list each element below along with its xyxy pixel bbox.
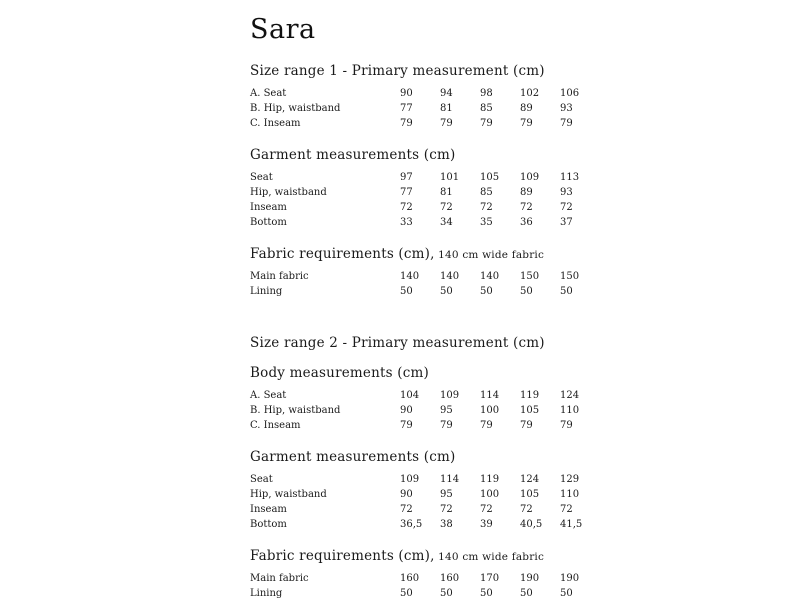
row-value: 38 <box>440 519 453 530</box>
row-value: 109 <box>440 390 460 401</box>
row-value: 50 <box>400 286 413 297</box>
row-value: 79 <box>480 420 493 431</box>
section-heading <box>250 365 760 381</box>
section-heading <box>250 63 760 79</box>
row-value: 140 <box>480 271 500 282</box>
table-row <box>250 116 600 131</box>
row-label: Inseam <box>250 202 287 213</box>
row-value: 119 <box>520 390 540 401</box>
section-heading-text: Size range 2 - Primary measurement (cm) <box>250 335 545 351</box>
row-label: Bottom <box>250 217 287 228</box>
section-heading-text: Body measurements (cm) <box>250 365 429 381</box>
row-label: B. Hip, waistband <box>250 103 341 114</box>
row-value: 106 <box>560 88 580 99</box>
row-value: 50 <box>520 588 533 599</box>
row-label: Main fabric <box>250 573 309 584</box>
row-label: Seat <box>250 474 273 485</box>
row-value: 50 <box>480 588 493 599</box>
section-fabric-requirements-2 <box>250 548 760 601</box>
section-heading-text: Fabric requirements (cm), <box>250 246 435 262</box>
row-value: 90 <box>400 88 413 99</box>
row-label: Lining <box>250 286 283 297</box>
table-row <box>250 86 600 101</box>
section-heading <box>250 548 760 564</box>
table-row <box>250 215 600 230</box>
section-garment-measurements-2 <box>250 449 760 532</box>
row-value: 50 <box>520 286 533 297</box>
measurement-table <box>250 571 600 601</box>
row-value: 100 <box>480 489 500 500</box>
section-heading-text: Size range 1 - Primary measurement (cm) <box>250 63 545 79</box>
row-value: 79 <box>560 420 573 431</box>
table-row <box>250 269 600 284</box>
row-value: 50 <box>560 588 573 599</box>
table-row <box>250 403 600 418</box>
row-value: 90 <box>400 489 413 500</box>
table-row <box>250 586 600 601</box>
row-value: 39 <box>480 519 493 530</box>
row-value: 140 <box>440 271 460 282</box>
measurement-table <box>250 388 600 433</box>
row-label: A. Seat <box>250 390 287 401</box>
row-value: 124 <box>520 474 540 485</box>
row-label: Hip, waistband <box>250 489 327 500</box>
row-value: 89 <box>520 187 533 198</box>
row-value: 109 <box>520 172 540 183</box>
row-value: 190 <box>520 573 540 584</box>
row-value: 79 <box>480 118 493 129</box>
table-row <box>250 517 600 532</box>
row-value: 79 <box>400 420 413 431</box>
row-value: 72 <box>400 202 413 213</box>
row-value: 72 <box>480 504 493 515</box>
row-value: 36 <box>520 217 533 228</box>
page-title: Sara <box>250 14 316 45</box>
row-value: 95 <box>440 405 453 416</box>
row-value: 150 <box>520 271 540 282</box>
row-value: 35 <box>480 217 493 228</box>
row-value: 34 <box>440 217 453 228</box>
row-value: 160 <box>400 573 420 584</box>
section-heading-text: Fabric requirements (cm), <box>250 548 435 564</box>
table-row <box>250 571 600 586</box>
row-value: 85 <box>480 187 493 198</box>
row-value: 50 <box>480 286 493 297</box>
section-body-measurements-2 <box>250 365 760 433</box>
row-value: 110 <box>560 489 580 500</box>
row-value: 93 <box>560 103 573 114</box>
row-value: 72 <box>520 504 533 515</box>
row-value: 79 <box>440 420 453 431</box>
row-value: 89 <box>520 103 533 114</box>
table-row <box>250 170 600 185</box>
row-value: 102 <box>520 88 540 99</box>
row-label: Lining <box>250 588 283 599</box>
row-value: 100 <box>480 405 500 416</box>
row-value: 93 <box>560 187 573 198</box>
table-row <box>250 502 600 517</box>
row-value: 160 <box>440 573 460 584</box>
row-value: 81 <box>440 103 453 114</box>
row-value: 150 <box>560 271 580 282</box>
section-size-range-1 <box>250 63 760 131</box>
row-value: 72 <box>440 504 453 515</box>
row-value: 79 <box>400 118 413 129</box>
row-value: 50 <box>400 588 413 599</box>
table-row <box>250 418 600 433</box>
row-value: 109 <box>400 474 420 485</box>
row-value: 50 <box>440 588 453 599</box>
row-value: 105 <box>520 405 540 416</box>
row-value: 105 <box>480 172 500 183</box>
row-label: Hip, waistband <box>250 187 327 198</box>
section-heading <box>250 335 760 351</box>
row-value: 97 <box>400 172 413 183</box>
section-heading-subtext: 140 cm wide fabric <box>434 551 545 563</box>
row-label: A. Seat <box>250 88 287 99</box>
measurement-table <box>250 472 600 532</box>
row-value: 85 <box>480 103 493 114</box>
row-value: 72 <box>440 202 453 213</box>
section-heading <box>250 449 760 465</box>
row-value: 98 <box>480 88 493 99</box>
row-value: 37 <box>560 217 573 228</box>
row-value: 40,5 <box>520 519 543 530</box>
row-value: 33 <box>400 217 413 228</box>
row-value: 77 <box>400 103 413 114</box>
row-value: 79 <box>440 118 453 129</box>
section-heading <box>250 147 760 163</box>
row-value: 72 <box>520 202 533 213</box>
row-value: 50 <box>440 286 453 297</box>
row-value: 79 <box>560 118 573 129</box>
table-row <box>250 185 600 200</box>
row-value: 95 <box>440 489 453 500</box>
row-label: Bottom <box>250 519 287 530</box>
measurement-table <box>250 269 600 299</box>
row-value: 41,5 <box>560 519 583 530</box>
section-garment-measurements-1 <box>250 147 760 230</box>
row-value: 36,5 <box>400 519 423 530</box>
table-row <box>250 472 600 487</box>
row-value: 72 <box>480 202 493 213</box>
table-row <box>250 487 600 502</box>
row-value: 114 <box>480 390 500 401</box>
section-size-range-2 <box>250 335 760 351</box>
row-value: 124 <box>560 390 580 401</box>
row-label: Inseam <box>250 504 287 515</box>
measurement-table <box>250 170 600 230</box>
section-heading-text: Garment measurements (cm) <box>250 147 456 163</box>
row-value: 72 <box>560 504 573 515</box>
row-label: Main fabric <box>250 271 309 282</box>
row-value: 90 <box>400 405 413 416</box>
row-label: Seat <box>250 172 273 183</box>
row-value: 140 <box>400 271 420 282</box>
section-heading-text: Garment measurements (cm) <box>250 449 456 465</box>
row-value: 113 <box>560 172 580 183</box>
row-value: 50 <box>560 286 573 297</box>
table-row <box>250 388 600 403</box>
table-row <box>250 101 600 116</box>
row-value: 77 <box>400 187 413 198</box>
section-heading-subtext: 140 cm wide fabric <box>434 249 545 261</box>
row-label: B. Hip, waistband <box>250 405 341 416</box>
row-value: 81 <box>440 187 453 198</box>
section-fabric-requirements-1 <box>250 246 760 299</box>
section-heading <box>250 246 760 262</box>
row-value: 101 <box>440 172 460 183</box>
row-value: 170 <box>480 573 500 584</box>
row-value: 190 <box>560 573 580 584</box>
row-value: 129 <box>560 474 580 485</box>
row-value: 79 <box>520 118 533 129</box>
row-label: C. Inseam <box>250 118 301 129</box>
row-value: 94 <box>440 88 453 99</box>
table-row <box>250 284 600 299</box>
row-value: 114 <box>440 474 460 485</box>
row-value: 119 <box>480 474 500 485</box>
row-value: 104 <box>400 390 420 401</box>
measurement-table <box>250 86 600 131</box>
table-row <box>250 200 600 215</box>
row-value: 79 <box>520 420 533 431</box>
row-label: C. Inseam <box>250 420 301 431</box>
row-value: 110 <box>560 405 580 416</box>
row-value: 105 <box>520 489 540 500</box>
row-value: 72 <box>560 202 573 213</box>
row-value: 72 <box>400 504 413 515</box>
